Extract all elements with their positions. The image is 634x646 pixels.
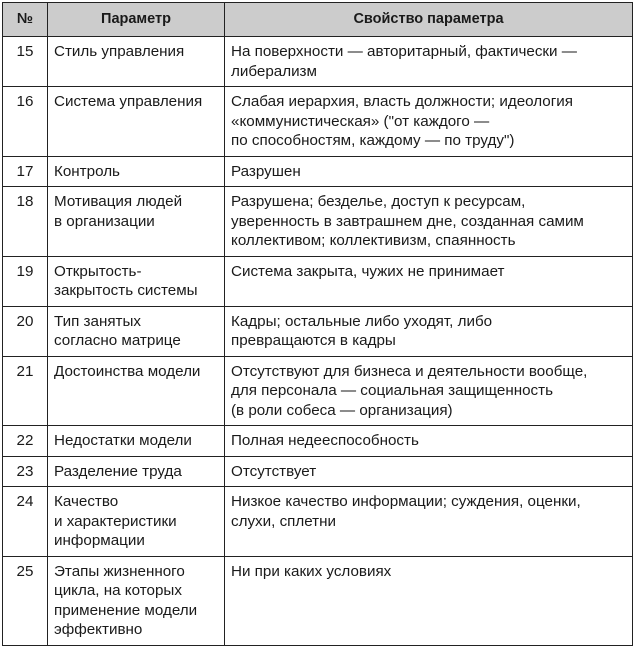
property-line: (в роли собеса — организация) <box>231 401 453 419</box>
table-row <box>3 556 633 645</box>
property-line: превращаются в кадры <box>231 332 396 349</box>
row-property <box>225 356 633 426</box>
row-parameter <box>48 87 225 157</box>
table-row <box>3 37 633 87</box>
row-number: 20 <box>3 306 48 356</box>
parameter-line: Система управления <box>54 93 203 110</box>
parameter-line: Мотивация людей <box>54 193 183 210</box>
row-property <box>225 156 633 187</box>
table-row <box>3 456 633 487</box>
property-line: слухи, сплетни <box>231 512 337 530</box>
row-property <box>225 87 633 157</box>
row-parameter <box>48 426 225 457</box>
row-number: 18 <box>3 187 48 257</box>
property-line: уверенность в завтрашнем дне, созданная самим <box>231 212 584 230</box>
row-parameter <box>48 356 225 426</box>
table-row <box>3 487 633 557</box>
property-line: Система закрыта, чужих не принимает <box>231 262 505 280</box>
property-line: Слабая иерархия, власть должности; идеология <box>231 93 573 110</box>
parameter-line: Достоинства модели <box>54 362 201 380</box>
table-body <box>3 37 633 646</box>
row-property <box>225 426 633 457</box>
row-number: 15 <box>3 37 48 87</box>
property-line: Отсутствуют для бизнеса и деятельности вообще, <box>231 362 588 380</box>
parameter-line: Разделение труда <box>54 462 182 480</box>
parameter-line: Качество <box>54 493 119 510</box>
table-row <box>3 187 633 257</box>
property-line: либерализм <box>231 62 317 80</box>
row-property <box>225 256 633 306</box>
parameter-line: применение модели <box>54 601 198 619</box>
row-number: 21 <box>3 356 48 426</box>
parameter-line: Открытость- <box>54 262 142 280</box>
row-parameter <box>48 256 225 306</box>
row-parameter <box>48 556 225 645</box>
row-number: 24 <box>3 487 48 557</box>
parameter-line: закрытость системы <box>54 282 198 299</box>
property-line: Низкое качество информации; суждения, оценки, <box>231 493 581 510</box>
row-parameter <box>48 306 225 356</box>
property-line: коллективом; коллективизм, спаянность <box>231 232 516 249</box>
row-property <box>225 306 633 356</box>
property-line: Ни при каких условиях <box>231 562 392 580</box>
parameter-line: эффективно <box>54 621 143 638</box>
row-property <box>225 187 633 257</box>
table-row <box>3 256 633 306</box>
property-line: Разрушена; безделье, доступ к ресурсам, <box>231 193 526 210</box>
parameter-line: Контроль <box>54 162 120 180</box>
property-line: На поверхности — авторитарный, фактически — <box>231 43 577 60</box>
parameter-line: Недостатки модели <box>54 432 192 449</box>
row-property <box>225 37 633 87</box>
parameter-line: в организации <box>54 212 155 230</box>
table-row <box>3 87 633 157</box>
property-line: для персонала — социальная защищенность <box>231 382 554 399</box>
row-property <box>225 487 633 557</box>
table-row <box>3 156 633 187</box>
row-parameter <box>48 156 225 187</box>
parameter-line: цикла, на которых <box>54 582 182 599</box>
property-line: Разрушен <box>231 162 301 180</box>
row-number: 25 <box>3 556 48 645</box>
property-line: Кадры; остальные либо уходят, либо <box>231 312 493 330</box>
header-number: № <box>3 3 48 37</box>
row-parameter <box>48 37 225 87</box>
row-parameter <box>48 487 225 557</box>
row-property <box>225 556 633 645</box>
table-row <box>3 356 633 426</box>
parameters-table <box>2 2 633 646</box>
property-line: Полная недееспособность <box>231 432 419 449</box>
row-number: 23 <box>3 456 48 487</box>
table-row <box>3 426 633 457</box>
parameter-line: согласно матрице <box>54 332 181 349</box>
parameter-line: Этапы жизненного <box>54 562 185 580</box>
parameter-line: Стиль управления <box>54 43 185 60</box>
row-parameter <box>48 456 225 487</box>
row-parameter <box>48 187 225 257</box>
row-number: 22 <box>3 426 48 457</box>
header-parameter: Параметр <box>48 3 225 37</box>
parameter-line: и характеристики <box>54 512 177 530</box>
property-line: «коммунистическая» ("от каждого — <box>231 112 490 130</box>
row-number: 19 <box>3 256 48 306</box>
row-property <box>225 456 633 487</box>
row-number: 16 <box>3 87 48 157</box>
property-line: по способностям, каждому — по труду") <box>231 132 515 149</box>
table-header-row <box>3 3 633 37</box>
row-number: 17 <box>3 156 48 187</box>
table-row <box>3 306 633 356</box>
header-property: Свойство параметра <box>225 3 633 37</box>
property-line: Отсутствует <box>231 462 317 480</box>
parameter-line: информации <box>54 532 145 549</box>
parameter-line: Тип занятых <box>54 312 142 330</box>
